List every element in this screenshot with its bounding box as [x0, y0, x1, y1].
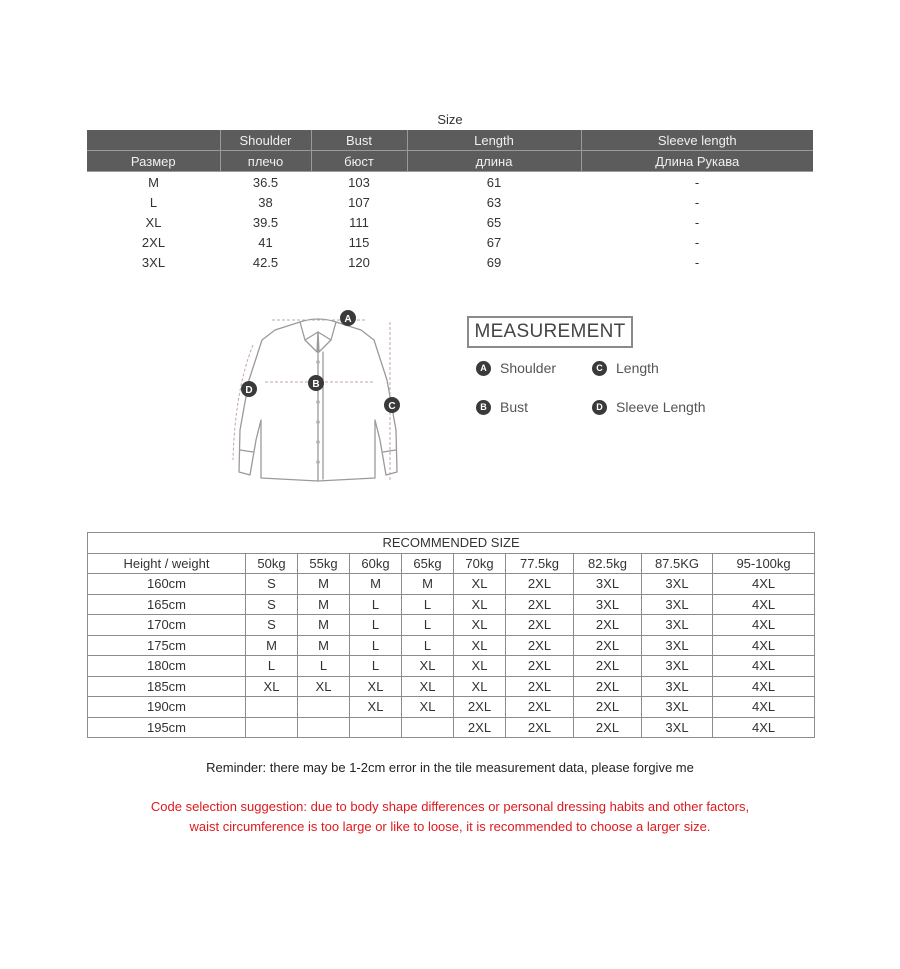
- header-cell: 55kg: [298, 553, 350, 574]
- table-cell: 115: [348, 234, 370, 250]
- table-cell: 2XL: [454, 717, 506, 738]
- header-cell: [87, 130, 220, 151]
- header-cell: Length: [407, 130, 581, 151]
- table-cell: L: [402, 635, 454, 656]
- size-chart-title: Size: [437, 112, 463, 127]
- size-header-en: [87, 130, 813, 151]
- legend-item-bust: [476, 399, 528, 415]
- table-cell: 42.5: [252, 254, 279, 270]
- table-cell: XL: [454, 635, 506, 656]
- table-cell: 67: [486, 234, 502, 250]
- table-cell: XL: [454, 594, 506, 615]
- table-cell: 2XL: [506, 697, 574, 718]
- table-cell: 3XL: [642, 717, 713, 738]
- table-cell: 120: [348, 254, 370, 270]
- table-cell: 2XL: [506, 594, 574, 615]
- table-cell: 3XL: [642, 697, 713, 718]
- table-cell: XL: [145, 214, 162, 230]
- legend-label: Shoulder: [500, 360, 557, 376]
- table-cell: XL: [298, 676, 350, 697]
- table-cell: M: [148, 174, 159, 190]
- header-cell: Bust: [311, 130, 407, 151]
- table-cell: 65: [486, 214, 502, 230]
- recommended-header-row: [88, 553, 815, 574]
- table-cell: 103: [348, 174, 370, 190]
- table-cell: 4XL: [713, 676, 815, 697]
- table-cell: [246, 697, 298, 718]
- table-cell: M: [298, 635, 350, 656]
- header-cell: 50kg: [246, 553, 298, 574]
- table-cell: 3XL: [642, 574, 713, 595]
- table-cell: L: [149, 194, 158, 210]
- badge-d-icon: D: [592, 400, 607, 415]
- badge-c-icon: C: [592, 361, 607, 376]
- table-cell: 2XL: [454, 697, 506, 718]
- table-cell: XL: [350, 697, 402, 718]
- header-cell: 60kg: [350, 553, 402, 574]
- header-cell: длина: [407, 151, 581, 172]
- header-cell: 70kg: [454, 553, 506, 574]
- legend-label: Sleeve Length: [616, 399, 706, 415]
- table-cell: 2XL: [506, 615, 574, 636]
- header-cell: плечо: [220, 151, 311, 172]
- table-cell: 41: [258, 234, 273, 250]
- table-cell: 2XL: [574, 656, 642, 677]
- table-cell: 3XL: [642, 615, 713, 636]
- table-cell: 170cm: [88, 615, 246, 636]
- table-cell: 111: [349, 214, 369, 230]
- table-cell: -: [694, 234, 700, 250]
- header-cell: 82.5kg: [574, 553, 642, 574]
- table-cell: 195cm: [88, 717, 246, 738]
- table-cell: 4XL: [713, 697, 815, 718]
- header-cell: Sleeve length: [581, 130, 813, 151]
- table-cell: L: [350, 594, 402, 615]
- table-cell: L: [350, 615, 402, 636]
- table-cell: -: [694, 194, 700, 210]
- table-cell: -: [694, 174, 700, 190]
- table-cell: 4XL: [713, 594, 815, 615]
- table-cell: 2XL: [574, 635, 642, 656]
- table-row: [87, 252, 813, 272]
- table-cell: 36.5: [252, 174, 279, 190]
- marker-b-label: B: [312, 379, 320, 390]
- header-cell: Размер: [87, 151, 220, 172]
- table-cell: [246, 717, 298, 738]
- table-cell: S: [246, 574, 298, 595]
- legend-label: Bust: [500, 399, 529, 415]
- table-cell: S: [246, 594, 298, 615]
- table-cell: 3XL: [642, 656, 713, 677]
- table-cell: 185cm: [88, 676, 246, 697]
- size-suggestion-note: Code selection suggestion: due to body shape differences or personal dressing habits and other factors, waist circumference is too large or like to loose, it is recommended to choose a larger size.: [150, 799, 750, 834]
- badge-b-icon: B: [476, 400, 491, 415]
- table-cell: 39.5: [252, 214, 279, 230]
- table-row: [88, 615, 815, 636]
- table-cell: 4XL: [713, 656, 815, 677]
- table-cell: M: [246, 635, 298, 656]
- table-cell: XL: [454, 615, 506, 636]
- table-row: [88, 676, 815, 697]
- legend-item-shoulder: [476, 360, 556, 376]
- table-cell: XL: [454, 656, 506, 677]
- table-cell: 3XL: [141, 254, 166, 270]
- table-cell: XL: [402, 656, 454, 677]
- header-cell: Длина Рукава: [581, 151, 813, 172]
- legend-item-sleeve-length: [592, 399, 706, 415]
- table-cell: 63: [486, 194, 502, 210]
- shirt-measurement-diagram: [225, 300, 415, 500]
- table-cell: 2XL: [574, 676, 642, 697]
- table-cell: 165cm: [88, 594, 246, 615]
- table-cell: 2XL: [506, 676, 574, 697]
- table-cell: M: [350, 574, 402, 595]
- table-cell: [402, 717, 454, 738]
- table-cell: 3XL: [574, 574, 642, 595]
- table-row: [88, 697, 815, 718]
- table-cell: [298, 717, 350, 738]
- table-cell: XL: [454, 676, 506, 697]
- table-row: [87, 232, 813, 252]
- table-cell: 3XL: [642, 635, 713, 656]
- table-row: [88, 594, 815, 615]
- badge-a-icon: A: [476, 361, 491, 376]
- size-header-ru: [87, 151, 813, 172]
- table-cell: 69: [486, 254, 502, 270]
- size-chart-table: [87, 130, 813, 272]
- table-cell: 3XL: [642, 594, 713, 615]
- table-cell: L: [246, 656, 298, 677]
- table-cell: XL: [454, 574, 506, 595]
- table-cell: 2XL: [574, 717, 642, 738]
- measurement-title: MEASUREMENT: [467, 316, 633, 348]
- table-cell: [350, 717, 402, 738]
- table-cell: -: [694, 214, 700, 230]
- table-row: [88, 717, 815, 738]
- legend-item-length: [592, 360, 659, 376]
- marker-a-label: A: [344, 314, 352, 325]
- header-cell: бюст: [311, 151, 407, 172]
- table-cell: 107: [348, 194, 370, 210]
- table-cell: S: [246, 615, 298, 636]
- table-cell: 2XL: [506, 635, 574, 656]
- table-cell: 4XL: [713, 717, 815, 738]
- header-cell: Height / weight: [88, 553, 246, 574]
- table-cell: 3XL: [574, 594, 642, 615]
- table-cell: 2XL: [506, 717, 574, 738]
- header-cell: 87.5KG: [642, 553, 713, 574]
- table-cell: 4XL: [713, 574, 815, 595]
- header-cell: 77.5kg: [506, 553, 574, 574]
- table-cell: M: [298, 615, 350, 636]
- table-cell: XL: [402, 697, 454, 718]
- table-row: [87, 212, 813, 232]
- table-cell: XL: [402, 676, 454, 697]
- table-cell: 38: [258, 194, 273, 210]
- table-row: [87, 172, 813, 193]
- recommended-size-title: RECOMMENDED SIZE: [88, 533, 815, 554]
- table-row: [87, 192, 813, 212]
- table-cell: 2XL: [506, 574, 574, 595]
- recommended-size-table: [87, 532, 815, 738]
- table-cell: 2XL: [141, 234, 166, 250]
- table-row: [88, 574, 815, 595]
- table-cell: 175cm: [88, 635, 246, 656]
- table-cell: L: [350, 635, 402, 656]
- table-cell: -: [694, 254, 700, 270]
- table-cell: M: [402, 574, 454, 595]
- table-cell: L: [402, 615, 454, 636]
- table-cell: XL: [246, 676, 298, 697]
- table-cell: XL: [350, 676, 402, 697]
- header-cell: 95-100kg: [713, 553, 815, 574]
- marker-c-label: C: [388, 401, 396, 412]
- table-cell: 4XL: [713, 635, 815, 656]
- table-cell: 4XL: [713, 615, 815, 636]
- table-cell: 3XL: [642, 676, 713, 697]
- table-row: [88, 656, 815, 677]
- header-cell: Shoulder: [220, 130, 311, 151]
- table-cell: 61: [486, 174, 502, 190]
- table-cell: 2XL: [574, 697, 642, 718]
- table-cell: [298, 697, 350, 718]
- reminder-note: Reminder: there may be 1-2cm error in the tile measurement data, please forgive me: [206, 760, 694, 775]
- table-cell: 190cm: [88, 697, 246, 718]
- marker-d-label: D: [245, 385, 253, 396]
- table-cell: 2XL: [574, 615, 642, 636]
- table-row: [88, 635, 815, 656]
- table-cell: L: [298, 656, 350, 677]
- header-cell: 65kg: [402, 553, 454, 574]
- table-cell: L: [402, 594, 454, 615]
- table-cell: 2XL: [506, 656, 574, 677]
- table-cell: L: [350, 656, 402, 677]
- table-cell: 180cm: [88, 656, 246, 677]
- legend-label: Length: [616, 360, 659, 376]
- table-cell: 160cm: [88, 574, 246, 595]
- table-cell: M: [298, 594, 350, 615]
- table-cell: M: [298, 574, 350, 595]
